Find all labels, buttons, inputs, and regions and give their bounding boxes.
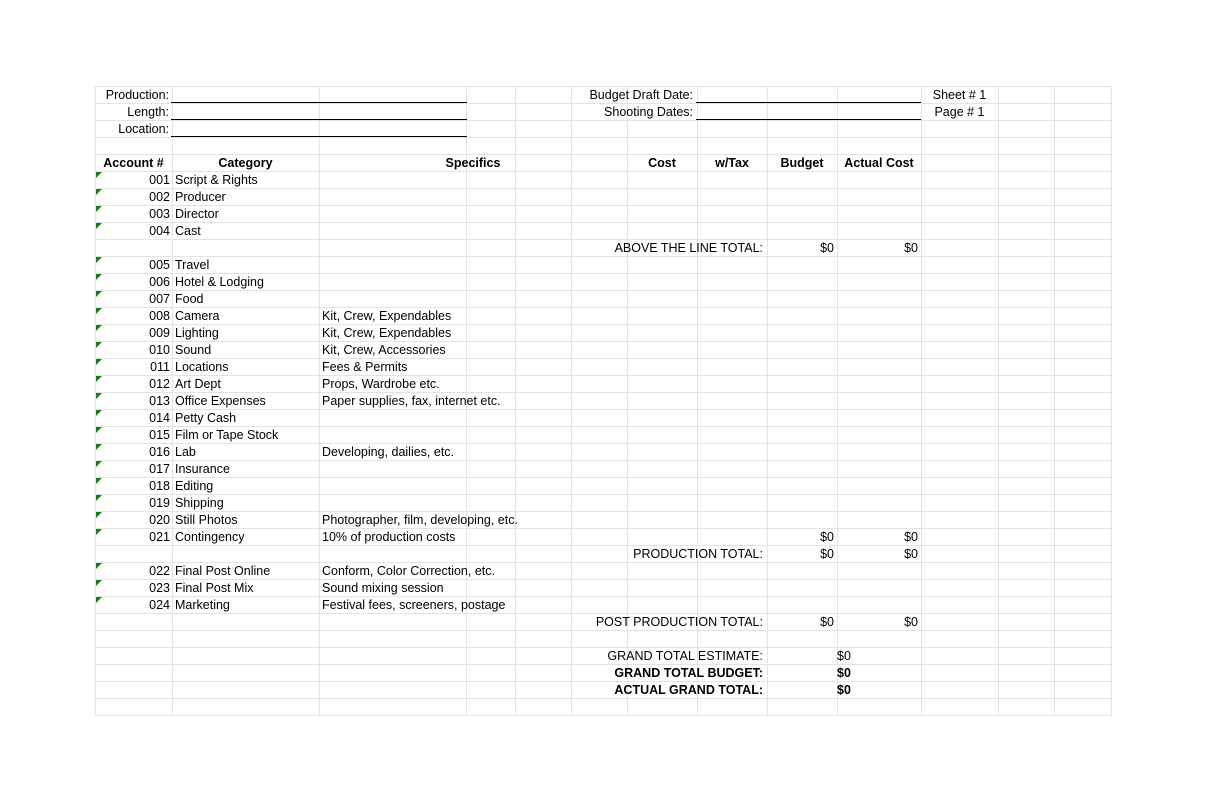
actual-grand-total-label: ACTUAL GRAND TOTAL:	[614, 683, 763, 697]
sheet-number: Sheet # 1	[932, 88, 987, 102]
comment-marker-icon[interactable]	[96, 189, 102, 195]
account-number: 008	[149, 309, 170, 323]
category-cell: Office Expenses	[175, 394, 266, 408]
gridline-horizontal	[95, 460, 1111, 461]
specifics-cell: Kit, Crew, Expendables	[322, 309, 452, 323]
comment-marker-icon[interactable]	[96, 274, 102, 280]
category-cell: Still Photos	[175, 513, 238, 527]
specifics-cell: Fees & Permits	[322, 360, 408, 374]
category-cell: Insurance	[175, 462, 230, 476]
account-number: 024	[149, 598, 170, 612]
specifics-cell: 10% of production costs	[322, 530, 456, 544]
budget-cell: $0	[820, 530, 834, 544]
comment-marker-icon[interactable]	[96, 172, 102, 178]
post-production-total-label: POST PRODUCTION TOTAL:	[595, 615, 763, 629]
account-number: 018	[149, 479, 170, 493]
gridline-horizontal	[95, 324, 1111, 325]
account-number: 005	[149, 258, 170, 272]
comment-marker-icon[interactable]	[96, 376, 102, 382]
comment-marker-icon[interactable]	[96, 223, 102, 229]
category-cell: Film or Tape Stock	[175, 428, 279, 442]
account-number: 017	[149, 462, 170, 476]
gridline-horizontal	[95, 290, 1111, 291]
category-cell: Lighting	[175, 326, 219, 340]
above-the-line-total-label: ABOVE THE LINE TOTAL:	[614, 241, 763, 255]
comment-marker-icon[interactable]	[96, 512, 102, 518]
category-cell: Petty Cash	[175, 411, 237, 425]
col-header-wtax: w/Tax	[715, 156, 749, 170]
account-number: 015	[149, 428, 170, 442]
gridline-vertical	[172, 86, 173, 716]
actual-cost-cell: $0	[904, 530, 918, 544]
above-the-line-actual: $0	[904, 241, 918, 255]
above-the-line-budget: $0	[820, 241, 834, 255]
post-production-total-actual: $0	[904, 615, 918, 629]
production-label: Production:	[105, 88, 169, 102]
gridline-vertical	[921, 86, 922, 716]
specifics-cell: Kit, Crew, Expendables	[322, 326, 452, 340]
specifics-cell: Paper supplies, fax, internet etc.	[322, 394, 501, 408]
grand-total-estimate-label: GRAND TOTAL ESTIMATE:	[607, 649, 763, 663]
gridline-horizontal	[95, 596, 1111, 597]
gridline-horizontal	[95, 698, 1111, 699]
category-cell: Shipping	[175, 496, 224, 510]
gridline-horizontal	[95, 188, 1111, 189]
gridline-vertical	[319, 86, 320, 716]
production-total-label: PRODUCTION TOTAL:	[633, 547, 763, 561]
page-number: Page # 1	[934, 105, 985, 119]
grand-total-budget-label: GRAND TOTAL BUDGET:	[614, 666, 763, 680]
specifics-cell: Kit, Crew, Accessories	[322, 343, 446, 357]
specifics-cell: Sound mixing session	[322, 581, 444, 595]
category-cell: Locations	[175, 360, 229, 374]
gridline-horizontal	[95, 137, 1111, 138]
specifics-cell: Photographer, film, developing, etc.	[322, 513, 518, 527]
gridline-horizontal	[95, 358, 1111, 359]
comment-marker-icon[interactable]	[96, 461, 102, 467]
account-number: 021	[149, 530, 170, 544]
category-cell: Food	[175, 292, 204, 306]
comment-marker-icon[interactable]	[96, 257, 102, 263]
category-cell: Director	[175, 207, 219, 221]
production-total-actual: $0	[904, 547, 918, 561]
col-header-account: Account #	[103, 156, 164, 170]
category-cell: Travel	[175, 258, 210, 272]
comment-marker-icon[interactable]	[96, 597, 102, 603]
account-number: 016	[149, 445, 170, 459]
account-number: 002	[149, 190, 170, 204]
gridline-vertical	[998, 86, 999, 716]
account-number: 013	[149, 394, 170, 408]
category-cell: Final Post Online	[175, 564, 271, 578]
gridline-horizontal	[95, 443, 1111, 444]
comment-marker-icon[interactable]	[96, 563, 102, 569]
account-number: 011	[150, 360, 170, 374]
gridline-horizontal	[95, 375, 1111, 376]
specifics-cell: Props, Wardrobe etc.	[322, 377, 440, 391]
comment-marker-icon[interactable]	[96, 478, 102, 484]
col-header-actual-cost: Actual Cost	[844, 156, 914, 170]
account-number: 001	[149, 173, 170, 187]
shooting-dates-field[interactable]	[696, 119, 921, 120]
account-number: 003	[149, 207, 170, 221]
comment-marker-icon[interactable]	[96, 427, 102, 433]
category-cell: Script & Rights	[175, 173, 258, 187]
budget-spreadsheet	[95, 86, 1111, 716]
category-cell: Sound	[175, 343, 212, 357]
budget-draft-date-field[interactable]	[696, 102, 921, 103]
actual-grand-total-value: $0	[837, 683, 851, 697]
grand-total-estimate-value: $0	[837, 649, 851, 663]
account-number: 007	[149, 292, 170, 306]
gridline-horizontal	[95, 528, 1111, 529]
col-header-cost: Cost	[648, 156, 676, 170]
category-cell: Contingency	[175, 530, 245, 544]
col-header-budget: Budget	[780, 156, 824, 170]
comment-marker-icon[interactable]	[96, 444, 102, 450]
length-field[interactable]	[171, 119, 467, 120]
location-field[interactable]	[171, 136, 467, 137]
gridline-horizontal	[95, 205, 1111, 206]
gridline-horizontal	[95, 120, 1111, 121]
category-cell: Lab	[175, 445, 196, 459]
comment-marker-icon[interactable]	[96, 342, 102, 348]
gridline-horizontal	[95, 256, 1111, 257]
gridline-vertical	[1111, 86, 1112, 716]
comment-marker-icon[interactable]	[96, 393, 102, 399]
comment-marker-icon[interactable]	[96, 291, 102, 297]
account-number: 020	[149, 513, 170, 527]
category-cell: Cast	[175, 224, 201, 238]
account-number: 014	[149, 411, 170, 425]
account-number: 023	[149, 581, 170, 595]
category-cell: Producer	[175, 190, 226, 204]
gridline-horizontal	[95, 715, 1111, 716]
specifics-cell: Conform, Color Correction, etc.	[322, 564, 495, 578]
comment-marker-icon[interactable]	[96, 580, 102, 586]
budget-draft-date-label: Budget Draft Date:	[589, 88, 693, 102]
account-number: 006	[149, 275, 170, 289]
gridline-horizontal	[95, 341, 1111, 342]
category-cell: Marketing	[175, 598, 230, 612]
account-number: 019	[149, 496, 170, 510]
gridline-horizontal	[95, 409, 1111, 410]
account-number: 004	[149, 224, 170, 238]
comment-marker-icon[interactable]	[96, 325, 102, 331]
comment-marker-icon[interactable]	[96, 529, 102, 535]
specifics-cell: Developing, dailies, etc.	[322, 445, 455, 459]
gridline-horizontal	[95, 222, 1111, 223]
account-number: 022	[149, 564, 170, 578]
comment-marker-icon[interactable]	[96, 359, 102, 365]
comment-marker-icon[interactable]	[96, 308, 102, 314]
comment-marker-icon[interactable]	[96, 495, 102, 501]
length-label: Length:	[127, 105, 169, 119]
shooting-dates-label: Shooting Dates:	[604, 105, 693, 119]
grand-total-budget-value: $0	[837, 666, 851, 680]
col-header-category: Category	[218, 156, 273, 170]
comment-marker-icon[interactable]	[96, 206, 102, 212]
production-field[interactable]	[171, 102, 467, 103]
gridline-horizontal	[95, 630, 1111, 631]
category-cell: Camera	[175, 309, 220, 323]
gridline-horizontal	[95, 307, 1111, 308]
col-header-specifics: Specifics	[445, 156, 501, 170]
account-number: 012	[149, 377, 170, 391]
category-cell: Hotel & Lodging	[175, 275, 264, 289]
category-cell: Art Dept	[175, 377, 221, 391]
location-label: Location:	[118, 122, 169, 136]
comment-marker-icon[interactable]	[96, 410, 102, 416]
account-number: 009	[149, 326, 170, 340]
account-number: 010	[149, 343, 170, 357]
gridline-vertical	[1054, 86, 1055, 716]
gridline-horizontal	[95, 494, 1111, 495]
post-production-total-budget: $0	[820, 615, 834, 629]
gridline-horizontal	[95, 511, 1111, 512]
production-total-budget: $0	[820, 547, 834, 561]
category-cell: Final Post Mix	[175, 581, 254, 595]
gridline-horizontal	[95, 477, 1111, 478]
specifics-cell: Festival fees, screeners, postage	[322, 598, 506, 612]
category-cell: Editing	[175, 479, 214, 493]
